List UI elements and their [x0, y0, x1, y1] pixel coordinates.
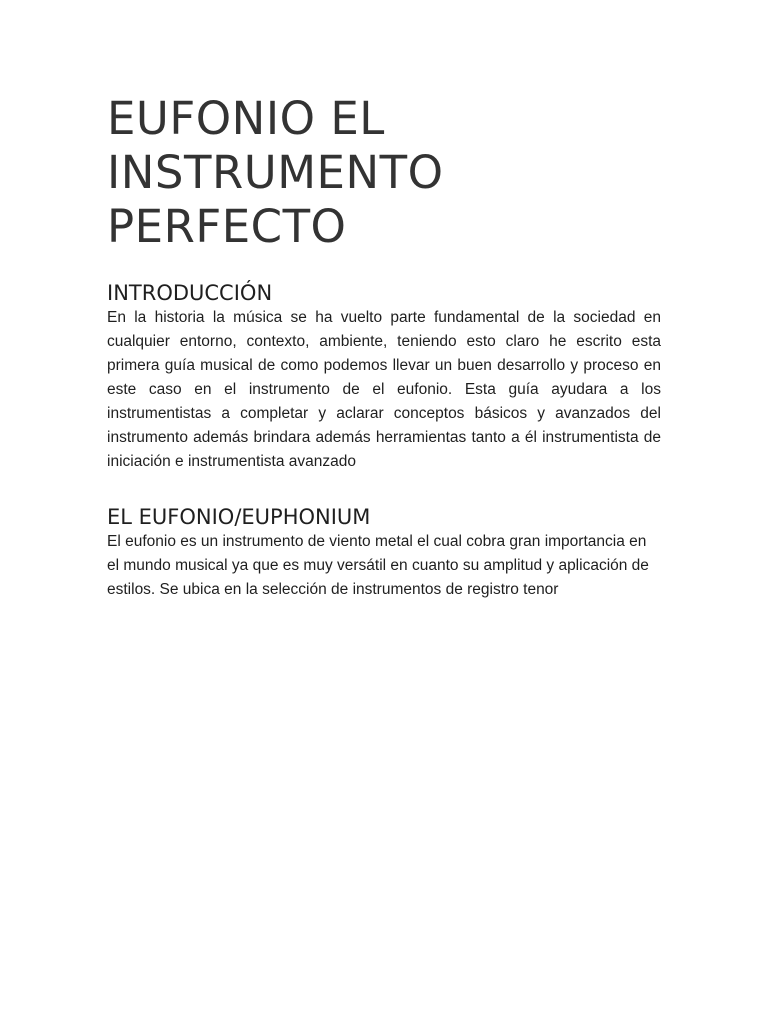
document-page [107, 92, 661, 602]
section-heading-eufonio: EL EUFONIO/EUPHONIUM [107, 505, 371, 529]
document-title: EUFONIO EL INSTRUMENTO PERFECTO [107, 92, 444, 253]
section-heading-introduccion: INTRODUCCIÓN [107, 281, 273, 305]
section-body-introduccion: En la historia la música se ha vuelto parte fundamental de la sociedad en cualquier entorno, contexto, ambiente, teniendo esto claro he escrito esta primera guía musical de como podemos llevar un buen desarrollo y proceso en este caso en el instrumento de el eufonio. Esta guía ayudara a los instrumentistas a completar y aclarar conceptos básicos y avanzados del instrumento además brindara además herramientas tanto a él instrumentista de iniciación e instrumentista avanzado [107, 309, 661, 470]
section-body-eufonio: El eufonio es un instrumento de viento metal el cual cobra gran importancia en el mundo musical ya que es muy versátil en cuanto su amplitud y aplicación de estilos. Se ubica en la selección de instrumentos de registro tenor [107, 533, 649, 598]
